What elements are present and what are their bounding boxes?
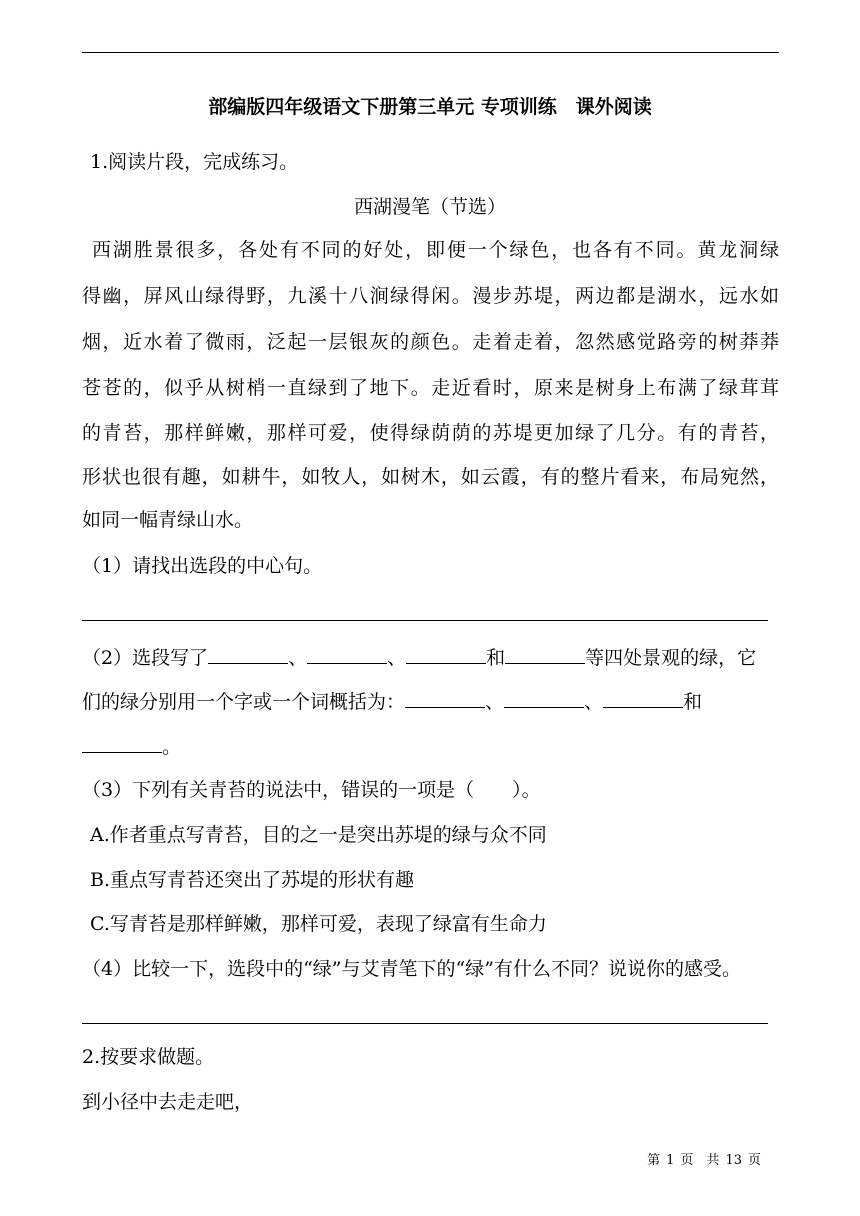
footer-mid: 页 共 <box>680 1153 720 1168</box>
fill-blank[interactable] <box>405 689 485 708</box>
sub-question-2-end: 。 <box>162 736 182 758</box>
conjunction: 和 <box>683 691 703 713</box>
option-b[interactable]: B.重点写青苔还突出了苏堤的形状有趣 <box>90 869 415 891</box>
passage-line: 形状也很有趣，如耕牛，如牧人，如树木，如云霞，有的整片看来，布局宛然， <box>82 466 779 488</box>
fill-blank[interactable] <box>307 645 387 664</box>
fill-blank[interactable] <box>82 734 162 753</box>
page-number: 1 <box>666 1153 675 1168</box>
passage-title: 西湖漫笔（节选） <box>353 196 506 218</box>
fill-blank[interactable] <box>504 689 584 708</box>
footer-prefix: 第 <box>647 1153 661 1168</box>
option-c[interactable]: C.写青苔是那样鲜嫩，那样可爱，表现了绿富有生命力 <box>90 913 547 935</box>
separator: 、 <box>387 647 407 669</box>
sub-question-1: （1）请找出选段的中心句。 <box>82 555 323 577</box>
sub-question-2-line-2 <box>82 689 702 714</box>
passage-line: 的青苔，那样鲜嫩，那样可爱，使得绿荫荫的苏堤更加绿了几分。有的青苔， <box>82 422 779 444</box>
fill-blank[interactable] <box>208 645 288 664</box>
separator: 、 <box>288 647 308 669</box>
passage-line: 苍苍的，似乎从树梢一直绿到了地下。走近看时，原来是树身上布满了绿茸茸 <box>82 377 779 399</box>
passage-line: 烟，近水着了微雨，泛起一层银灰的颜色。走着走着，忽然感觉路旁的树莽莽 <box>82 331 779 353</box>
passage-line: 得幽，屏风山绿得野，九溪十八涧绿得闲。漫步苏堤，两边都是湖水，远水如 <box>82 285 779 307</box>
page-title: 部编版四年级语文下册第三单元 专项训练 课外阅读 <box>208 96 652 118</box>
question-1-heading: 1.阅读片段，完成练习。 <box>90 151 299 173</box>
passage-line: 如同一幅青绿山水。 <box>82 509 254 531</box>
sub-question-4: （4）比较一下，选段中的“绿”与艾青笔下的“绿”有什么不同？说说你的感受。 <box>82 958 741 980</box>
fill-blank[interactable] <box>406 645 486 664</box>
page-footer <box>0 1149 860 1168</box>
option-a[interactable]: A.作者重点写青苔，目的之一是突出苏堤的绿与众不同 <box>90 824 547 846</box>
answer-line[interactable] <box>82 1023 768 1024</box>
sub-question-2-text: 们的绿分别用一个字或一个词概括为： <box>82 691 406 713</box>
separator: 、 <box>485 691 505 713</box>
header-rule <box>82 52 779 53</box>
fill-blank[interactable] <box>505 645 585 664</box>
separator: 、 <box>584 691 604 713</box>
sub-question-2-text: （2）选段写了 <box>82 647 209 669</box>
footer-suffix: 页 <box>747 1153 761 1168</box>
page-total: 13 <box>725 1153 742 1168</box>
sub-question-2-text: 等四处景观的绿，它 <box>585 647 757 669</box>
sub-question-2-line-3 <box>82 734 181 759</box>
answer-line[interactable] <box>82 620 768 621</box>
fill-blank[interactable] <box>603 689 683 708</box>
question-2-text: 到小径中去走走吧， <box>82 1091 254 1113</box>
conjunction: 和 <box>486 647 506 669</box>
question-2-heading: 2.按要求做题。 <box>82 1046 215 1068</box>
sub-question-3: （3）下列有关青苔的说法中，错误的一项是（ ）。 <box>82 779 541 801</box>
sub-question-2-line-1 <box>82 645 756 670</box>
passage-line: 西湖胜景很多，各处有不同的好处，即便一个绿色，也各有不同。黄龙洞绿 <box>92 239 779 261</box>
